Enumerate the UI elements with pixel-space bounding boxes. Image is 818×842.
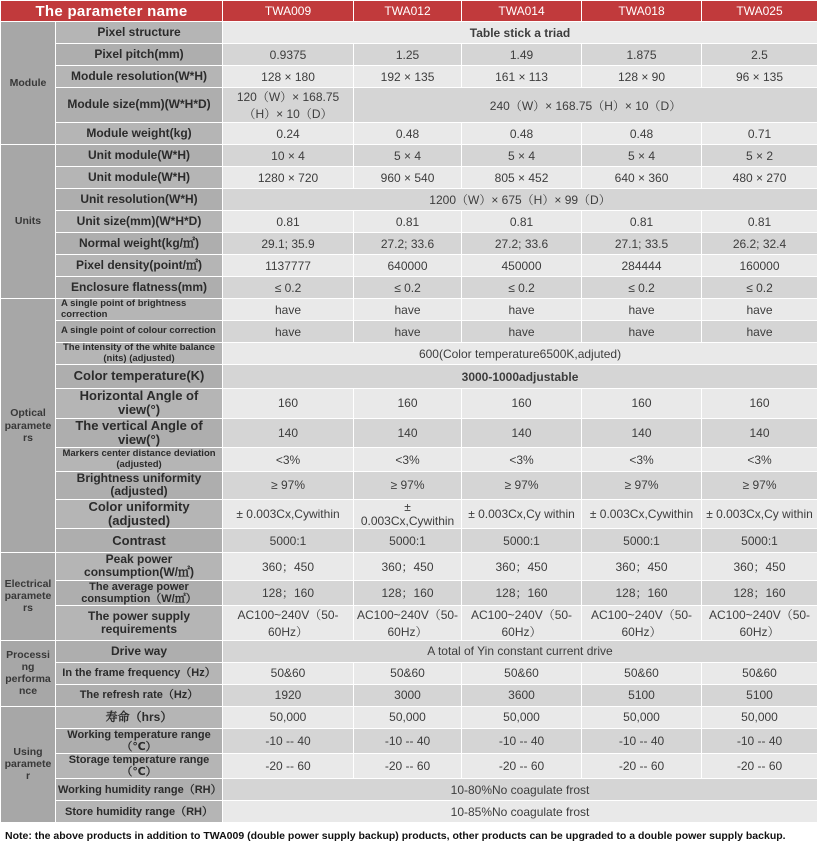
value-cell: <3% [223,448,354,472]
table-row [1,189,818,211]
footnote: Note: the above products in addition to TWA009 (double power supply backup) products, other products can be upgraded to a double power supply backup. [5,830,786,842]
table-row [1,706,818,728]
group-label-module: Module [1,22,56,145]
row-label-normal-weight-kg: Normal weight(kg/㎡) [56,233,223,255]
value-cell: 5 × 4 [462,145,582,167]
table-row [1,145,818,167]
value-cell: 5000:1 [462,529,582,553]
row-label-horizontal-angle-of-view: Horizontal Angle of view(°) [56,389,223,419]
value-cell: 0.81 [702,211,818,233]
value-cell: <3% [582,448,702,472]
value-cell: 160 [462,389,582,419]
row-label-a-single-point-of-brightness-correction: A single point of brightness correction [56,299,223,321]
value-cell: 0.48 [354,123,462,145]
table-row [1,22,818,44]
value-cell: 3600 [462,684,582,706]
table-row [1,580,818,605]
value-cell: have [354,321,462,343]
table-row [1,684,818,706]
table-row [1,448,818,472]
value-cell: 805 × 452 [462,167,582,189]
value-cell: ≥ 97% [462,472,582,499]
value-cell: ≤ 0.2 [223,277,354,299]
table-row [1,88,818,123]
value-cell: 29.1; 35.9 [223,233,354,255]
row-label-enclosure-flatness-mm: Enclosure flatness(mm) [56,277,223,299]
value-cell: 192 × 135 [354,66,462,88]
value-cell: 160000 [702,255,818,277]
value-cell: 140 [582,418,702,448]
value-cell: have [702,299,818,321]
value-cell: <3% [354,448,462,472]
group-label-processing-performance: Processing performance [1,640,56,706]
value-cell: 160 [354,389,462,419]
value-cell: 1137777 [223,255,354,277]
table-row [1,553,818,580]
column-header-twa018: TWA018 [582,1,702,22]
value-cell: ≥ 97% [223,472,354,499]
value-cell: 50,000 [702,706,818,728]
column-header-twa012: TWA012 [354,1,462,22]
value-cell: <3% [702,448,818,472]
value-cell: 128 × 180 [223,66,354,88]
row-label-color-temperature-k: Color temperature(K) [56,365,223,389]
value-cell: 128；160 [354,580,462,605]
row-label-working-temperature-range: Working temperature range（℃） [56,728,223,753]
value-cell: 50,000 [462,706,582,728]
row-label-color-uniformity-adjusted: Color uniformity (adjusted) [56,499,223,529]
value-cell: 360；450 [223,553,354,580]
value-cell: -20 -- 60 [354,753,462,778]
value-cell: 128；160 [223,580,354,605]
table-row [1,605,818,640]
table-row [1,753,818,778]
value-cell: 3000-1000adjustable [223,365,818,389]
value-cell: 96 × 135 [702,66,818,88]
group-label-optical-parameters: Optical parameters [1,299,56,553]
table-row [1,321,818,343]
value-cell: 140 [354,418,462,448]
row-label-contrast: Contrast [56,529,223,553]
value-cell: AC100~240V（50-60Hz） [702,605,818,640]
table-row [1,167,818,189]
table-row [1,662,818,684]
value-cell: ≥ 97% [582,472,702,499]
value-cell: ≤ 0.2 [354,277,462,299]
value-cell: 0.81 [582,211,702,233]
table-row [1,365,818,389]
value-cell: 50&60 [354,662,462,684]
table-row [1,389,818,419]
table-row [1,211,818,233]
row-label-drive-way: Drive way [56,640,223,662]
value-cell: ± 0.003Cx,Cywithin [582,499,702,529]
value-cell: 0.48 [582,123,702,145]
value-cell: 160 [223,389,354,419]
value-cell: 120（W）× 168.75（H）× 10（D） [223,88,354,123]
value-cell: 50&60 [702,662,818,684]
value-cell: AC100~240V（50-60Hz） [223,605,354,640]
value-cell: 128 × 90 [582,66,702,88]
table-title: The parameter name [1,1,223,22]
value-cell: 160 [702,389,818,419]
value-cell: 26.2; 32.4 [702,233,818,255]
row-label-unit-size-mm-w-h-d: Unit size(mm)(W*H*D) [56,211,223,233]
value-cell: 10-85%No coagulate frost [223,801,818,823]
value-cell: 50&60 [582,662,702,684]
table-row [1,299,818,321]
table-row [1,472,818,499]
value-cell: 640 × 360 [582,167,702,189]
column-header-twa009: TWA009 [223,1,354,22]
row-label-a-single-point-of-colour-correction: A single point of colour correction [56,321,223,343]
row-label-storage-temperature-range: Storage temperature range（℃） [56,753,223,778]
table-row [1,728,818,753]
table-row [1,277,818,299]
value-cell: 5000:1 [223,529,354,553]
row-label-pixel-density-point: Pixel density(point/㎡) [56,255,223,277]
value-cell: 284444 [582,255,702,277]
value-cell: 600(Color temperature6500K,adjuted) [223,343,818,365]
row-label-unit-module-w-h: Unit module(W*H) [56,145,223,167]
column-header-twa025: TWA025 [702,1,818,22]
value-cell: 360；450 [354,553,462,580]
value-cell: -20 -- 60 [462,753,582,778]
value-cell: ± 0.003Cx,Cywithin [223,499,354,529]
value-cell: ≤ 0.2 [462,277,582,299]
value-cell: 27.2; 33.6 [354,233,462,255]
row-label-hrs: 寿命（hrs） [56,706,223,728]
value-cell: 50,000 [582,706,702,728]
value-cell: 0.81 [354,211,462,233]
value-cell: 240（W）× 168.75（H）× 10（D） [354,88,818,123]
value-cell: 128；160 [582,580,702,605]
row-label-the-vertical-angle-of-view: The vertical Angle of view(°) [56,418,223,448]
group-label-using-parameter: Using parameter [1,706,56,822]
value-cell: 0.9375 [223,44,354,66]
value-cell: ≥ 97% [354,472,462,499]
value-cell: have [223,321,354,343]
value-cell: 5 × 4 [354,145,462,167]
value-cell: <3% [462,448,582,472]
row-label-in-the-frame-frequency-hz: In the frame frequency（Hz） [56,662,223,684]
value-cell: Table stick a triad [223,22,818,44]
value-cell: 5 × 2 [702,145,818,167]
value-cell: 128；160 [462,580,582,605]
table-row [1,640,818,662]
value-cell: have [462,321,582,343]
table-row [1,418,818,448]
value-cell: -10 -- 40 [582,728,702,753]
value-cell: 140 [702,418,818,448]
value-cell: -20 -- 60 [702,753,818,778]
value-cell: 50,000 [354,706,462,728]
value-cell: have [582,321,702,343]
value-cell: ± 0.003Cx,Cywithin [354,499,462,529]
value-cell: ± 0.003Cx,Cy within [702,499,818,529]
table-row [1,499,818,529]
value-cell: 960 × 540 [354,167,462,189]
value-cell: 5000:1 [354,529,462,553]
row-label-the-average-power-consumption-w: The average power consumption（W/㎡） [56,580,223,605]
row-label-module-weight-kg: Module weight(kg) [56,123,223,145]
value-cell: -10 -- 40 [354,728,462,753]
value-cell: -10 -- 40 [223,728,354,753]
table-row [1,66,818,88]
row-label-working-humidity-range-rh: Working humidity range（RH） [56,779,223,801]
value-cell: 0.24 [223,123,354,145]
value-cell: 140 [223,418,354,448]
row-label-the-intensity-of-the-white-balance-nits-adjusted: The intensity of the white balance (nits) (adjusted) [56,343,223,365]
row-label-brightness-uniformity-adjusted: Brightness uniformity (adjusted) [56,472,223,499]
value-cell: have [462,299,582,321]
value-cell: 10-80%No coagulate frost [223,779,818,801]
value-cell: 5 × 4 [582,145,702,167]
table-row [1,779,818,801]
value-cell: 128；160 [702,580,818,605]
value-cell: 140 [462,418,582,448]
value-cell: -10 -- 40 [702,728,818,753]
value-cell: -10 -- 40 [462,728,582,753]
column-header-twa014: TWA014 [462,1,582,22]
value-cell: -20 -- 60 [582,753,702,778]
row-label-store-humidity-range-rh: Store humidity range（RH） [56,801,223,823]
value-cell: ± 0.003Cx,Cy within [462,499,582,529]
value-cell: have [223,299,354,321]
value-cell: 27.1; 33.5 [582,233,702,255]
value-cell: 640000 [354,255,462,277]
table-row [1,801,818,823]
value-cell: have [582,299,702,321]
table-row [1,343,818,365]
row-label-the-refresh-rate-hz: The refresh rate（Hz） [56,684,223,706]
value-cell: ≤ 0.2 [582,277,702,299]
value-cell: 160 [582,389,702,419]
value-cell: 5000:1 [582,529,702,553]
value-cell: AC100~240V（50-60Hz） [354,605,462,640]
value-cell: AC100~240V（50-60Hz） [582,605,702,640]
group-label-electrical-parameters: Electrical parameters [1,553,56,641]
group-label-units: Units [1,145,56,299]
value-cell: 360；450 [462,553,582,580]
value-cell: have [702,321,818,343]
value-cell: 5000:1 [702,529,818,553]
value-cell: AC100~240V（50-60Hz） [462,605,582,640]
value-cell: 360；450 [702,553,818,580]
row-label-unit-resolution-w-h: Unit resolution(W*H) [56,189,223,211]
value-cell: 1920 [223,684,354,706]
row-label-pixel-structure: Pixel structure [56,22,223,44]
row-label-unit-module-w-h: Unit module(W*H) [56,167,223,189]
table-row [1,529,818,553]
value-cell: ≤ 0.2 [702,277,818,299]
row-label-markers-center-distance-deviation-adjusted: Markers center distance deviation (adjusted) [56,448,223,472]
value-cell: 0.81 [223,211,354,233]
value-cell: 450000 [462,255,582,277]
value-cell: A total of Yin constant current drive [223,640,818,662]
value-cell: -20 -- 60 [223,753,354,778]
value-cell: 50,000 [223,706,354,728]
value-cell: 5100 [702,684,818,706]
value-cell: 1.25 [354,44,462,66]
value-cell: 2.5 [702,44,818,66]
value-cell: 480 × 270 [702,167,818,189]
value-cell: 360；450 [582,553,702,580]
row-label-pixel-pitch-mm: Pixel pitch(mm) [56,44,223,66]
value-cell: 0.71 [702,123,818,145]
value-cell: 1.875 [582,44,702,66]
value-cell: 1.49 [462,44,582,66]
row-label-module-size-mm-w-h-d: Module size(mm)(W*H*D) [56,88,223,123]
value-cell: 1200（W）× 675（H）× 99（D） [223,189,818,211]
table-row [1,44,818,66]
row-label-the-power-supply-requirements: The power supply requirements [56,605,223,640]
value-cell: 5100 [582,684,702,706]
value-cell: 161 × 113 [462,66,582,88]
table-row [1,123,818,145]
value-cell: 3000 [354,684,462,706]
value-cell: 10 × 4 [223,145,354,167]
row-label-peak-power-consumption-w: Peak power consumption(W/㎡) [56,553,223,580]
value-cell: have [354,299,462,321]
value-cell: 1280 × 720 [223,167,354,189]
value-cell: 0.48 [462,123,582,145]
table-row [1,233,818,255]
value-cell: ≥ 97% [702,472,818,499]
value-cell: 27.2; 33.6 [462,233,582,255]
value-cell: 50&60 [223,662,354,684]
row-label-module-resolution-w-h: Module resolution(W*H) [56,66,223,88]
table-row [1,255,818,277]
value-cell: 50&60 [462,662,582,684]
value-cell: 0.81 [462,211,582,233]
